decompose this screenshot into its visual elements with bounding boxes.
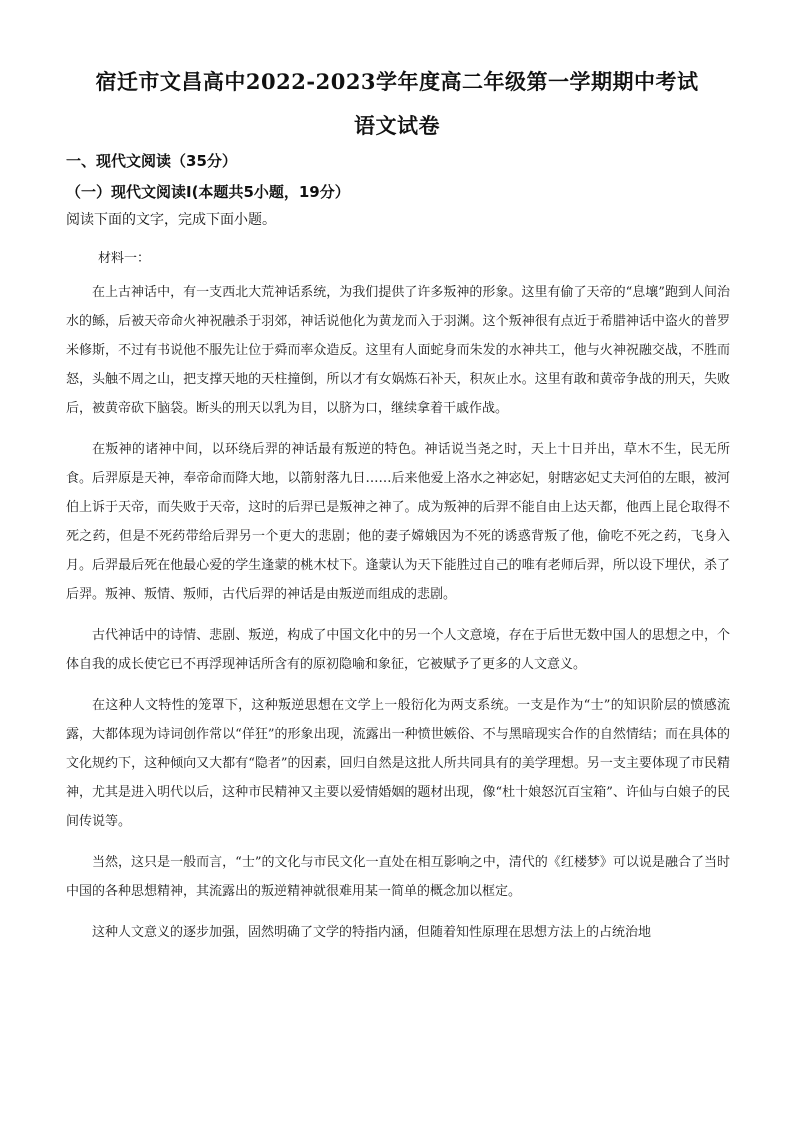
- passage-paragraph: 这种人文意义的逐步加强，固然明确了文学的特指内涵，但随着知性原理在思想方法上的占统治地: [92, 925, 652, 940]
- reading-instruction: 阅读下面的文字，完成下面小题。: [66, 212, 276, 228]
- passage-paragraph: 在这种人文特性的笼罩下，这种叛逆思想在文学上一般衍化为两支系统。一支是作为“士”的知识阶层的愤感流露，大都体现为诗词创作常以“佯狂”的形象出现，流露出一种愤世嫉俗、不与黑暗现实合作的自然情结；而在具体的文化规约下，这种倾向又大都有“隐者”的因素，回归自然是这批人所共同具有的美学理想。另一支主要体现了市民精神，尤其是进入明代以后，这种市民精神又主要以爱情婚姻的题材出现，像“杜十娘怒沉百宝箱”、许仙与白娘子的民间传说等。: [66, 698, 730, 829]
- reading-passage: [66, 278, 730, 959]
- passage-paragraph: 古代神话中的诗情、悲剧、叛逆，构成了中国文化中的另一个人文意境，存在于后世无数中国人的思想之中，个体自我的成长使它已不再浮现神话所含有的原初隐喻和象征，它被赋予了更多的人文意义。: [66, 628, 730, 672]
- subsection-heading: （一）现代文阅读Ⅰ(本题共5小题，19分）: [66, 183, 350, 201]
- exam-title: 宿迁市文昌高中2022-2023学年度高二年级第一学期期中考试: [95, 69, 699, 94]
- section-heading: 一、现代文阅读（35分）: [66, 152, 237, 170]
- passage-paragraph: 当然，这只是一般而言，“士”的文化与市民文化一直处在相互影响之中，清代的《红楼梦》可以说是融合了当时中国的各种思想精神，其流露出的叛逆精神就很难用某一简单的概念加以框定。: [66, 855, 730, 899]
- material-label: 材料一：: [98, 251, 151, 266]
- exam-subtitle: 语文试卷: [354, 113, 440, 138]
- passage-paragraph: 在上古神话中，有一支西北大荒神话系统，为我们提供了许多叛神的形象。这里有偷了天帝的“息壤”跑到人间治水的鲧，后被天帝命火神祝融杀于羽郊，神话说他化为黄龙而入于羽渊。这个叛神很有点近于希腊神话中盗火的普罗米修斯，不过有书说他不服先让位于舜而率众造反。这里有人面蛇身而朱发的水神共工，他与火神祝融交战，不胜而怒，头触不周之山，把支撑天地的天柱撞倒，所以才有女娲炼石补天，积灰止水。这里有敢和黄帝争战的刑天，失败后，被黄帝砍下脑袋。断头的刑天以乳为目，以脐为口，继续拿着干戚作战。: [66, 285, 730, 416]
- passage-paragraph: 在叛神的诸神中间，以环绕后羿的神话最有叛逆的特色。神话说当尧之时，天上十日并出，草木不生，民无所食。后羿原是天神，奉帝命而降大地，以箭射落九日……后来他爱上洛水之神宓妃，射瞎宓妃丈夫河伯的左眼，被河伯上诉于天帝，而失败于天帝，这时的后羿已是叛神之神了。成为叛神的后羿不能自由上达天都，他西上昆仑取得不死之药，但是不死药带给后羿另一个更大的悲剧；他的妻子嫦娥因为不死的诱惑背叛了他，偷吃不死之药，飞身入月。后羿最后死在他最心爱的学生逢蒙的桃木杖下。逢蒙认为天下能胜过自己的唯有老师后羿，所以设下埋伏，杀了后羿。叛神、叛情、叛师，古代后羿的神话是由叛逆而组成的悲剧。: [66, 442, 730, 602]
